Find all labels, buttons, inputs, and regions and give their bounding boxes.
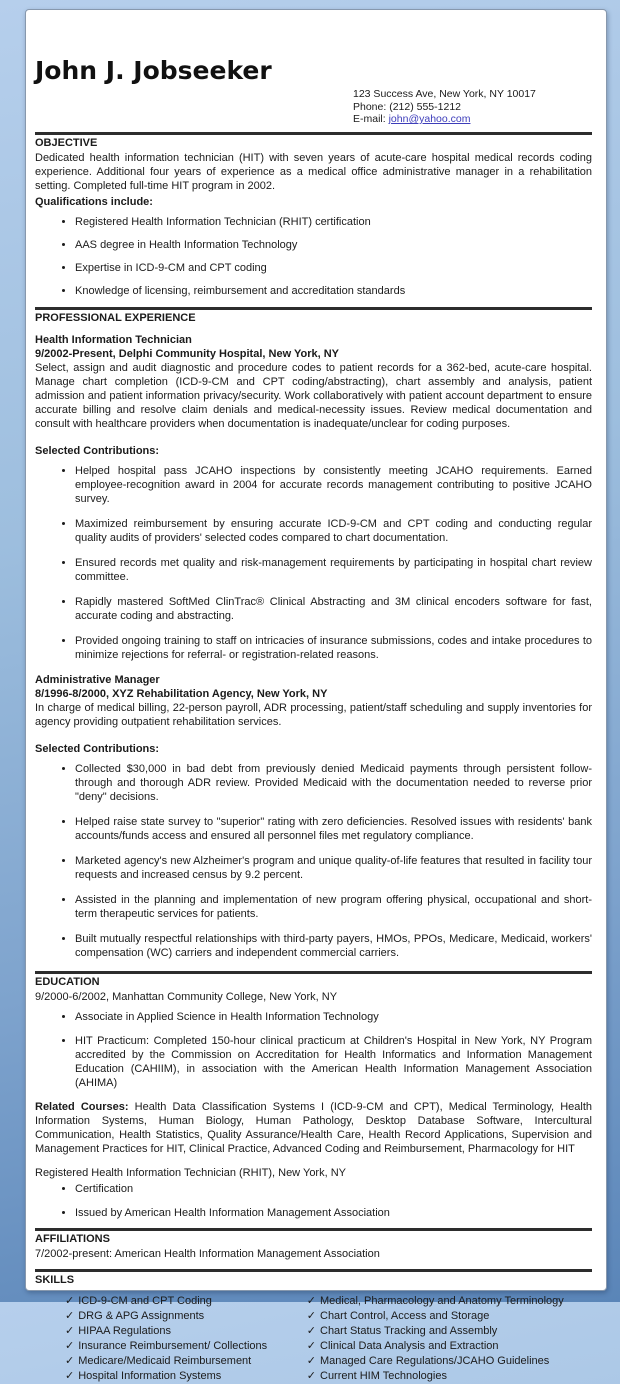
- list-item: • HIT Practicum: Completed 150-hour clinical practicum at Children's Hospital in New York, NY Program accredited by the Commission on Accreditation for Health Informatics and Information Management Education (CAHIIM), in association with the American Health Information Management Association (AHIMA): [75, 1034, 592, 1090]
- qualifications-heading: Qualifications include:: [35, 195, 153, 208]
- skill-label: Current HIM Technologies: [320, 1369, 447, 1382]
- skill-label: Chart Status Tracking and Assembly: [320, 1324, 498, 1337]
- job-meta: 8/1996-8/2000, XYZ Rehabilitation Agency, New York, NY: [35, 687, 328, 700]
- check-icon: ✓: [65, 1294, 75, 1307]
- affiliations-heading: AFFILIATIONS: [35, 1232, 110, 1245]
- related-courses-text: Health Data Classification Systems I (ICD-9-CM and CPT), Medical Terminology, Health Information Systems, Human Biology, Human Pathology, Desktop Database Software, Intercultural Communication, Health Statistics, Quality Assurance/Health Care, Health Record Applications, Supervision and Management Practices for HIT, Clinical Practice, Advanced Coding and Reimbursement, Pharmacology for HIT: [35, 1100, 592, 1155]
- certification-line: Registered Health Information Technician (RHIT), New York, NY: [35, 1166, 346, 1179]
- skills-column-right: [297, 1294, 592, 1384]
- certification-list: [35, 1182, 592, 1220]
- education-heading: EDUCATION: [35, 975, 100, 988]
- contributions-list: [35, 464, 592, 662]
- check-icon: ✓: [306, 1369, 316, 1382]
- check-icon: ✓: [65, 1309, 75, 1322]
- skill-item: [307, 1354, 592, 1369]
- contact-phone: Phone: (212) 555-1212: [353, 100, 461, 113]
- list-item: • Knowledge of licensing, reimbursement and accreditation standards: [75, 284, 592, 298]
- education-list: [35, 1010, 592, 1090]
- skill-item: [65, 1369, 297, 1384]
- list-item: • Rapidly mastered SoftMed ClinTrac® Clinical Abstracting and 3M clinical encoders software for fast, accurate coding and abstracting.: [75, 595, 592, 623]
- skill-label: Hospital Information Systems: [78, 1369, 222, 1382]
- check-icon: ✓: [306, 1324, 316, 1337]
- skills-columns: [35, 1294, 592, 1384]
- job-entry: [35, 333, 592, 662]
- list-item: • Collected $30,000 in bad debt from previously denied Medicaid payments through persistent follow-through and thorough ADR review. Provided Medicaid with the documentation needed to reverse prior "deny" decisions.: [75, 762, 592, 804]
- job-summary: In charge of medical billing, 22-person payroll, ADR processing, patient/staff scheduling and supply inventories for agency providing outpatient rehabilitation services.: [35, 701, 592, 728]
- skill-item: [307, 1369, 592, 1384]
- skill-label: Medical, Pharmacology and Anatomy Terminology: [320, 1294, 564, 1307]
- list-item: • Provided ongoing training to staff on intricacies of insurance submissions, codes and intake procedures to minimize rejections for referral- or registration-related reasons.: [75, 634, 592, 662]
- list-item: • AAS degree in Health Information Technology: [75, 238, 592, 252]
- section-divider: [35, 971, 592, 974]
- list-item: • Registered Health Information Technician (RHIT) certification: [75, 215, 592, 229]
- skill-label: ICD-9-CM and CPT Coding: [78, 1294, 212, 1307]
- skill-label: Managed Care Regulations/JCAHO Guidelines: [320, 1354, 550, 1367]
- check-icon: ✓: [306, 1309, 316, 1322]
- contact-address: 123 Success Ave, New York, NY 10017: [353, 88, 536, 100]
- job-summary: Select, assign and audit diagnostic and procedure codes to patient records for a 362-bed, acute-care hospital. Manage chart completion (ICD-9-CM and CPT coding/abstracting), chart assembly and analysis, patient admission and patient information privacy/security. Work collaboratively with patient account department to ensure accurate billing and resolve claim denials and medical-necessity issues. Review medical documentation and consult with healthcare providers when documentation is inadequate/unclear for coding purposes.: [35, 361, 592, 430]
- list-item: • Built mutually respectful relationships with third-party payers, HMOs, PPOs, Medicare, Medicaid, workers' compensation (WC) carriers and independent commercial carriers.: [75, 932, 592, 960]
- education-school: 9/2000-6/2002, Manhattan Community College, New York, NY: [35, 990, 338, 1003]
- list-item: • Assisted in the planning and implementation of new program offering physical, occupational and short-term therapeutic services for patients.: [75, 893, 592, 921]
- contributions-heading: Selected Contributions:: [35, 742, 160, 755]
- objective-text: Dedicated health information technician (HIT) with seven years of acute-care hospital medical records coding experience. Additional four years of experience as a medical office administrative manager in a rehabilitation setting. Completed full-time HIT program in 2002.: [35, 151, 592, 192]
- email-link[interactable]: john@yahoo.com: [388, 113, 471, 125]
- skill-label: HIPAA Regulations: [78, 1324, 171, 1337]
- resume-page: [25, 9, 607, 1382]
- objective-heading: OBJECTIVE: [35, 136, 98, 149]
- skill-label: DRG & APG Assignments: [78, 1309, 205, 1322]
- job-meta: 9/2002-Present, Delphi Community Hospital, New York, NY: [35, 347, 340, 360]
- list-item: • Helped hospital pass JCAHO inspections by consistently meeting JCAHO requirements. Earned employee-recognition award in 2004 for accurate records management contributing to positive JCAHO survey.: [75, 464, 592, 506]
- experience-heading: PROFESSIONAL EXPERIENCE: [35, 311, 196, 324]
- skill-label: Clinical Data Analysis and Extraction: [320, 1339, 499, 1352]
- skill-label: Chart Control, Access and Storage: [320, 1309, 490, 1322]
- skill-item: [65, 1354, 297, 1369]
- skill-item: [307, 1309, 592, 1324]
- contributions-heading: Selected Contributions:: [35, 444, 160, 457]
- section-divider: [35, 307, 592, 310]
- list-item: • Maximized reimbursement by ensuring accurate ICD-9-CM and CPT coding and conducting regular quality audits of providers' selected codes compared to chart documentation.: [75, 517, 592, 545]
- contact-email-label: E-mail:: [353, 113, 389, 125]
- list-item: • Helped raise state survey to "superior" rating with zero deficiencies. Resolved issues with residents' bank accounts/funds access and ensured all personnel files met regulatory compliance.: [75, 815, 592, 843]
- check-icon: ✓: [306, 1294, 316, 1307]
- skill-item: [65, 1309, 297, 1324]
- skills-heading: SKILLS: [35, 1273, 75, 1286]
- list-item: • Certification: [75, 1182, 592, 1196]
- list-item: • Expertise in ICD-9-CM and CPT coding: [75, 261, 592, 275]
- check-icon: ✓: [65, 1324, 75, 1337]
- list-item: • Ensured records met quality and risk-management requirements by participating in hospital chart review committee.: [75, 556, 592, 584]
- related-courses: [35, 1100, 592, 1156]
- skill-item: [65, 1339, 297, 1354]
- job-title: Administrative Manager: [35, 673, 160, 686]
- skills-column-left: [35, 1294, 297, 1384]
- check-icon: ✓: [306, 1354, 316, 1367]
- contributions-list: [35, 762, 592, 960]
- list-item: • Issued by American Health Information Management Association: [75, 1206, 592, 1220]
- contact-block: [353, 88, 592, 126]
- contact-email-line: [353, 113, 592, 126]
- skill-item: [307, 1294, 592, 1309]
- section-divider: [35, 1269, 592, 1272]
- check-icon: ✓: [65, 1354, 75, 1367]
- list-item: • Marketed agency's new Alzheimer's program and unique quality-of-life features that resulted in facility tour requests and increased census by 9.2 percent.: [75, 854, 592, 882]
- skill-item: [65, 1324, 297, 1339]
- job-title: Health Information Technician: [35, 333, 192, 346]
- section-divider: [35, 1228, 592, 1231]
- job-entry: [35, 673, 592, 960]
- skill-item: [65, 1294, 297, 1309]
- related-courses-label: Related Courses:: [35, 1100, 129, 1113]
- resume-name: John J. Jobseeker: [35, 56, 272, 85]
- section-divider: [35, 132, 592, 135]
- skill-label: Medicare/Medicaid Reimbursement: [78, 1354, 252, 1367]
- skill-item: [307, 1339, 592, 1354]
- check-icon: ✓: [65, 1339, 75, 1352]
- skill-item: [307, 1324, 592, 1339]
- skill-label: Insurance Reimbursement/ Collections: [78, 1339, 268, 1352]
- qualifications-list: [35, 215, 592, 298]
- check-icon: ✓: [306, 1339, 316, 1352]
- check-icon: ✓: [65, 1369, 75, 1382]
- list-item: • Associate in Applied Science in Health Information Technology: [75, 1010, 592, 1024]
- affiliations-text: 7/2002-present: American Health Information Management Association: [35, 1247, 380, 1260]
